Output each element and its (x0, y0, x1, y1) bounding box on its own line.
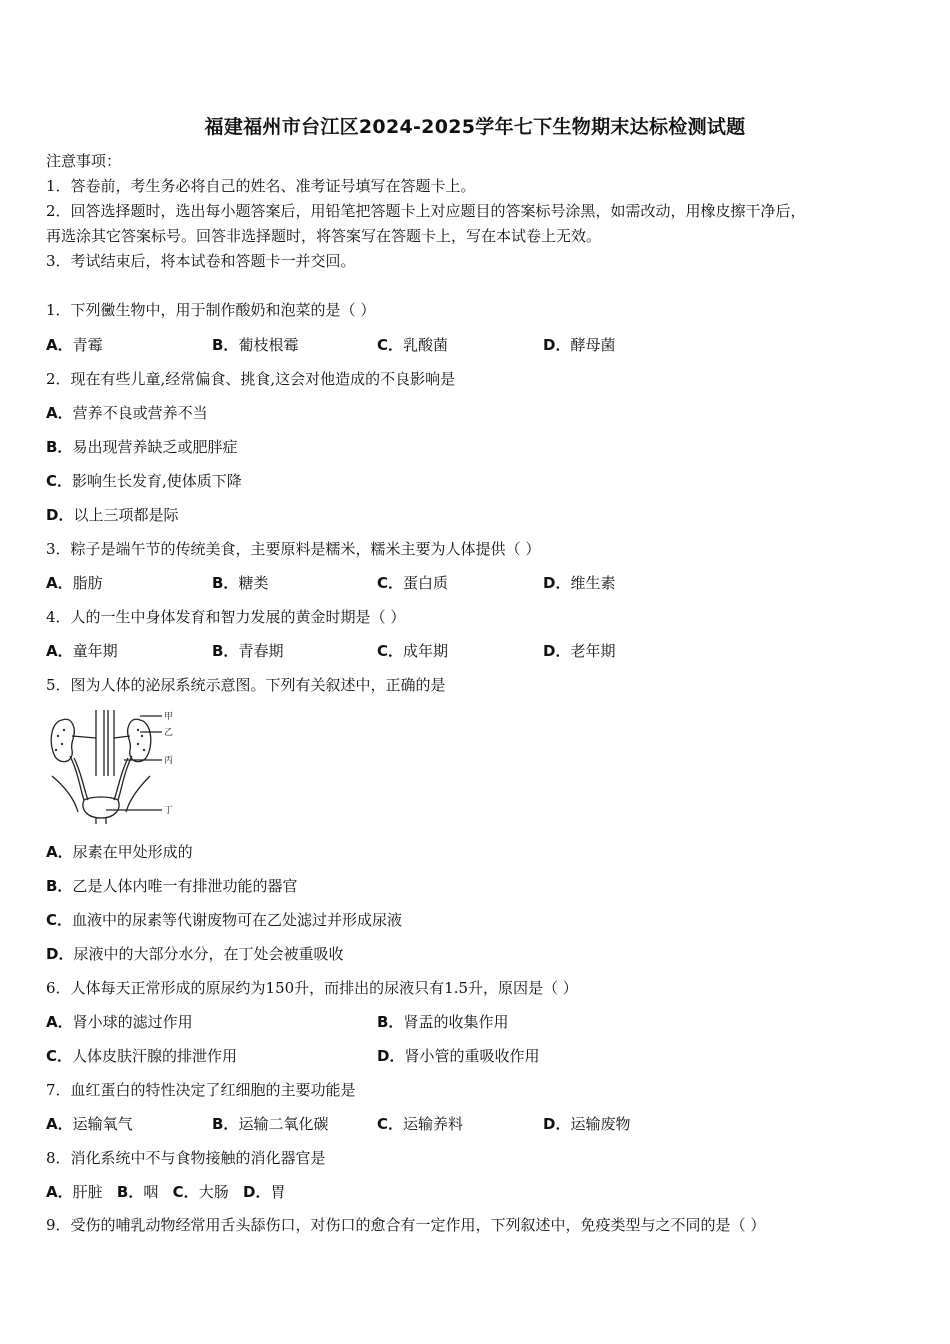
option-label: B． (212, 336, 239, 354)
option-d[interactable] (543, 573, 615, 593)
figure-label-yi: 乙 (164, 728, 174, 738)
option-text: 肾小球的滤过作用 (72, 1013, 193, 1031)
option-d[interactable] (543, 335, 615, 355)
option-label: A． (46, 642, 73, 660)
option-d[interactable] (46, 505, 178, 525)
option-c[interactable] (377, 641, 448, 661)
option-a[interactable] (46, 641, 118, 661)
option-label: D． (543, 1115, 571, 1133)
right-kidney (128, 719, 151, 761)
option-label: A． (46, 404, 73, 422)
option-text: 老年期 (570, 642, 616, 660)
option-text: 乳酸菌 (403, 336, 449, 354)
option-b[interactable] (212, 335, 298, 355)
option-text: 肝脏 (72, 1183, 117, 1201)
option-text: 咽 (143, 1183, 173, 1201)
option-text: 血液中的尿素等代谢废物可在乙处滤过并形成尿液 (72, 911, 403, 929)
right-ureter (114, 756, 132, 800)
option-label: D． (543, 642, 571, 660)
question-stem: 4．人的一生中身体发育和智力发展的黄金时期是（ ） (46, 608, 406, 626)
option-label: D． (243, 1183, 271, 1201)
option-text: 乙是人体内唯一有排泄功能的器官 (72, 877, 298, 895)
option-label: C． (46, 472, 73, 490)
question-stem: 2．现在有些儿童,经常偏食、挑食,这会对他造成的不良影响是 (46, 370, 456, 388)
option-d[interactable] (243, 1183, 285, 1201)
notice-item: 3．考试结束后，将本试卷和答题卡一并交回。 (46, 252, 356, 270)
option-label: D． (377, 1047, 405, 1065)
option-text: 人体皮肤汗腺的排泄作用 (72, 1047, 238, 1065)
option-text: 运输二氧化碳 (238, 1115, 329, 1133)
option-a[interactable] (46, 573, 103, 593)
figure-label-jia: 甲 (164, 712, 174, 722)
left-kidney (51, 719, 74, 761)
option-label: C． (172, 1183, 199, 1201)
option-text: 青霉 (72, 336, 103, 354)
urethra (96, 818, 106, 824)
option-label: A． (46, 1013, 73, 1031)
option-text: 尿液中的大部分水分，在丁处会被重吸收 (73, 945, 344, 963)
option-b[interactable] (212, 573, 268, 593)
option-c[interactable] (377, 1114, 463, 1134)
option-a[interactable] (46, 335, 103, 355)
left-ureter (70, 756, 88, 800)
option-b[interactable] (117, 1183, 173, 1201)
option-c[interactable] (46, 471, 242, 491)
option-label: A． (46, 1183, 73, 1201)
option-text: 影响生长发育,使体质下降 (72, 472, 242, 490)
option-text: 酵母菌 (570, 336, 616, 354)
option-a[interactable] (46, 1183, 117, 1201)
option-a[interactable] (46, 1012, 193, 1032)
option-label: D． (46, 945, 74, 963)
option-label: C． (46, 911, 73, 929)
option-text: 糖类 (238, 574, 269, 592)
question-stem: 7．血红蛋白的特性决定了红细胞的主要功能是 (46, 1081, 356, 1099)
option-text: 蛋白质 (403, 574, 449, 592)
option-text: 营养不良或营养不当 (72, 404, 208, 422)
urinary-system-figure (44, 706, 184, 826)
question-stem: 3．粽子是端午节的传统美食，主要原料是糯米，糯米主要为人体提供（ ） (46, 540, 541, 558)
option-c[interactable] (377, 335, 448, 355)
option-label: C． (46, 1047, 73, 1065)
option-text: 运输氧气 (72, 1115, 133, 1133)
notice-heading: 注意事项： (46, 152, 122, 170)
option-text: 脂肪 (72, 574, 103, 592)
option-text: 青春期 (238, 642, 284, 660)
option-text: 运输废物 (570, 1115, 631, 1133)
option-b[interactable] (46, 876, 297, 896)
option-text: 易出现营养缺乏或肥胖症 (72, 438, 238, 456)
option-c[interactable] (173, 1183, 243, 1201)
question-stem: 5．图为人体的泌尿系统示意图。下列有关叙述中，正确的是 (46, 676, 446, 694)
option-label: D． (46, 506, 74, 524)
blood-vessels (96, 710, 114, 776)
option-a[interactable] (46, 1114, 133, 1134)
notice-item: 再选涂其它答案标号。回答非选择题时，将答案写在答题卡上，写在本试卷上无效。 (46, 227, 602, 245)
option-label: A． (46, 336, 73, 354)
option-label: A． (46, 843, 73, 861)
option-c[interactable] (46, 1046, 237, 1066)
option-row (46, 1182, 285, 1202)
option-label: A． (46, 1115, 73, 1133)
option-text: 童年期 (72, 642, 118, 660)
option-text: 肾小管的重吸收作用 (404, 1047, 540, 1065)
option-label: B． (212, 574, 239, 592)
option-label: B． (116, 1183, 144, 1201)
option-d[interactable] (46, 944, 343, 964)
option-b[interactable] (46, 437, 237, 457)
question-stem: 9．受伤的哺乳动物经常用舌头舔伤口，对伤口的愈合有一定作用，下列叙述中，免疫类型与之不同的是（ ） (46, 1216, 766, 1234)
option-text: 葡枝根霉 (238, 336, 299, 354)
option-label: B． (212, 642, 239, 660)
option-label: D． (543, 574, 571, 592)
option-b[interactable] (377, 1012, 508, 1032)
question-stem: 8．消化系统中不与食物接触的消化器官是 (46, 1149, 326, 1167)
option-b[interactable] (212, 1114, 328, 1134)
option-label: C． (377, 1115, 404, 1133)
option-label: B． (46, 438, 73, 456)
option-d[interactable] (543, 641, 615, 661)
option-text: 成年期 (403, 642, 449, 660)
option-text: 维生素 (570, 574, 616, 592)
option-c[interactable] (46, 910, 402, 930)
option-a[interactable] (46, 403, 208, 423)
option-a[interactable] (46, 842, 193, 862)
option-text: 胃 (270, 1183, 286, 1201)
option-label: C． (377, 642, 404, 660)
figure-label-ding: 丁 (164, 806, 174, 816)
option-label: A． (46, 574, 73, 592)
notice-item: 2．回答选择题时，选出每小题答案后，用铅笔把答题卡上对应题目的答案标号涂黑，如需改动，用橡皮擦干净后， (46, 202, 806, 220)
option-c[interactable] (377, 573, 448, 593)
exam-title: 福建福州市台江区2024-2025学年七下生物期末达标检测试题 (204, 116, 746, 138)
option-text: 尿素在甲处形成的 (72, 843, 193, 861)
option-label: B． (212, 1115, 239, 1133)
option-label: B． (46, 877, 73, 895)
option-text: 肾盂的收集作用 (403, 1013, 509, 1031)
figure-label-bing: 丙 (164, 756, 174, 766)
option-label: C． (377, 574, 404, 592)
option-b[interactable] (212, 641, 283, 661)
option-text: 大肠 (198, 1183, 243, 1201)
question-stem: 6．人体每天正常形成的原尿约为150升，而排出的尿液只有1.5升，原因是（ ） (46, 979, 578, 997)
option-d[interactable] (377, 1046, 539, 1066)
option-label: B． (377, 1013, 404, 1031)
option-text: 运输养料 (403, 1115, 464, 1133)
option-d[interactable] (543, 1114, 630, 1134)
option-label: D． (543, 336, 571, 354)
option-text: 以上三项都是际 (73, 506, 179, 524)
notice-item: 1．答卷前，考生务必将自己的姓名、准考证号填写在答题卡上。 (46, 177, 476, 195)
question-stem: 1．下列黴生物中，用于制作酸奶和泡菜的是（ ） (46, 301, 376, 319)
bladder (83, 797, 119, 818)
option-label: C． (377, 336, 404, 354)
